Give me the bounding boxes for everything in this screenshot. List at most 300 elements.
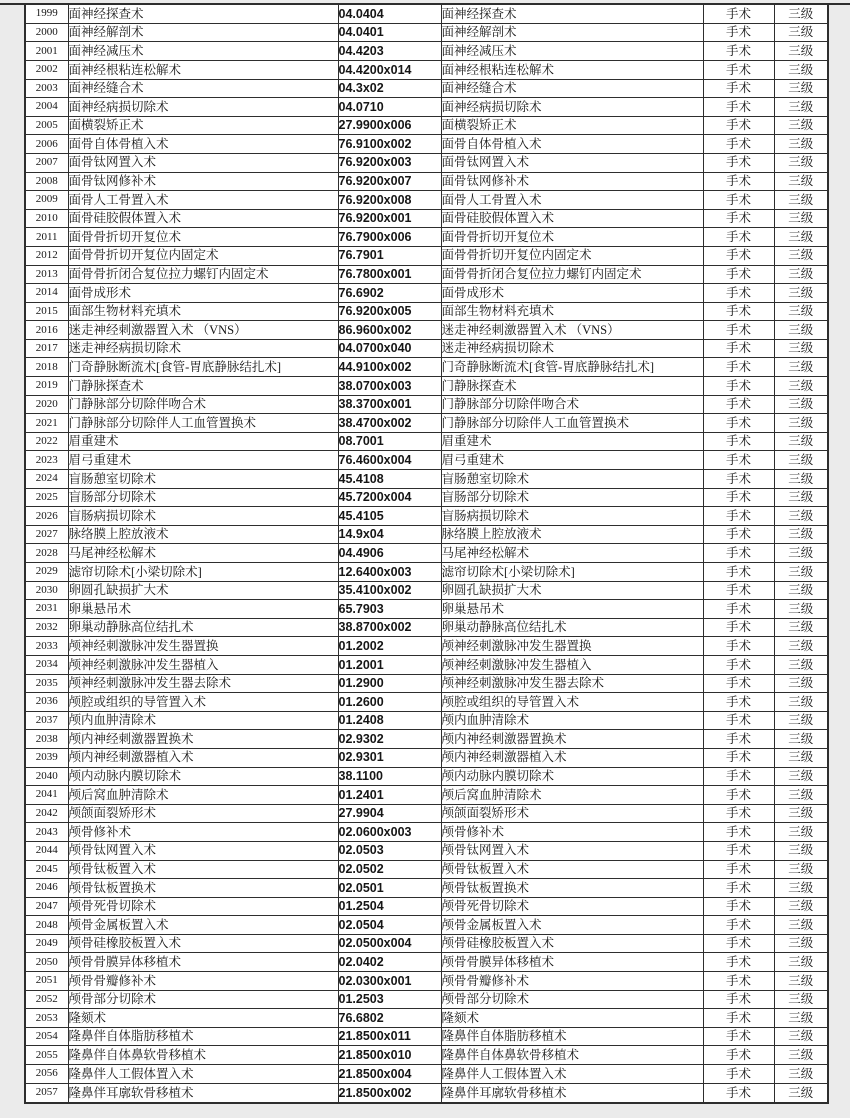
procedure-name-repeat-cell: 隆鼻伴自体脂肪移植术	[441, 1027, 703, 1046]
table-row	[25, 618, 828, 637]
procedure-code-cell: 76.6902	[338, 284, 441, 303]
level-cell: 三级	[774, 972, 828, 991]
table-row	[25, 116, 828, 135]
procedure-name-repeat-cell: 眉重建术	[441, 432, 703, 451]
row-number-cell: 2004	[25, 98, 68, 117]
category-cell: 手术	[703, 209, 774, 228]
level-cell: 三级	[774, 432, 828, 451]
row-number-cell: 2052	[25, 990, 68, 1009]
level-cell: 三级	[774, 116, 828, 135]
table-row	[25, 1083, 828, 1103]
row-number-cell: 2014	[25, 284, 68, 303]
procedure-name-repeat-cell: 颅骨骨瓣修补术	[441, 972, 703, 991]
procedure-name-repeat-cell: 盲肠病损切除术	[441, 507, 703, 526]
table-row	[25, 321, 828, 340]
row-number-cell: 2010	[25, 209, 68, 228]
category-cell: 手术	[703, 748, 774, 767]
procedure-code-cell: 65.7903	[338, 600, 441, 619]
table-row	[25, 79, 828, 98]
level-cell: 三级	[774, 209, 828, 228]
procedure-name-cell: 颅神经刺激脉冲发生器置换	[68, 637, 338, 656]
table-row	[25, 4, 828, 23]
procedure-code-cell: 01.2002	[338, 637, 441, 656]
table-row	[25, 395, 828, 414]
level-cell: 三级	[774, 23, 828, 42]
row-number-cell: 2033	[25, 637, 68, 656]
category-cell: 手术	[703, 191, 774, 210]
table-row	[25, 377, 828, 396]
procedure-code-cell: 76.7901	[338, 246, 441, 265]
category-cell: 手术	[703, 339, 774, 358]
procedure-name-cell: 滤帘切除术[小梁切除术]	[68, 563, 338, 582]
table-row	[25, 488, 828, 507]
procedure-code-cell: 76.9100x002	[338, 135, 441, 154]
table-row	[25, 414, 828, 433]
category-cell: 手术	[703, 563, 774, 582]
table-row	[25, 953, 828, 972]
procedure-name-cell: 颅骨钛板置入术	[68, 860, 338, 879]
procedure-code-cell: 76.9200x003	[338, 153, 441, 172]
table-row	[25, 451, 828, 470]
procedure-name-repeat-cell: 面神经根粘连松解术	[441, 60, 703, 79]
row-number-cell: 2041	[25, 786, 68, 805]
procedure-code-cell: 02.9302	[338, 730, 441, 749]
procedure-name-repeat-cell: 盲肠部分切除术	[441, 488, 703, 507]
procedure-name-repeat-cell: 面神经减压术	[441, 42, 703, 61]
row-number-cell: 2055	[25, 1046, 68, 1065]
procedure-name-cell: 卵巢悬吊术	[68, 600, 338, 619]
table-row	[25, 934, 828, 953]
procedure-name-cell: 颅骨金属板置入术	[68, 916, 338, 935]
category-cell: 手术	[703, 786, 774, 805]
row-number-cell: 2057	[25, 1083, 68, 1103]
table-row	[25, 209, 828, 228]
category-cell: 手术	[703, 544, 774, 563]
table-row	[25, 823, 828, 842]
procedure-name-cell: 颅骨修补术	[68, 823, 338, 842]
level-cell: 三级	[774, 841, 828, 860]
procedure-name-repeat-cell: 颅骨钛板置换术	[441, 879, 703, 898]
row-number-cell: 2003	[25, 79, 68, 98]
table-row	[25, 860, 828, 879]
table-row	[25, 1009, 828, 1028]
table-row	[25, 358, 828, 377]
category-cell: 手术	[703, 284, 774, 303]
level-cell: 三级	[774, 823, 828, 842]
procedure-name-repeat-cell: 盲肠憩室切除术	[441, 470, 703, 489]
procedure-name-cell: 门静脉探查术	[68, 377, 338, 396]
table-row	[25, 655, 828, 674]
table-row	[25, 841, 828, 860]
procedure-code-cell: 01.2408	[338, 711, 441, 730]
procedure-table-body	[25, 4, 828, 1103]
procedure-name-repeat-cell: 眉弓重建术	[441, 451, 703, 470]
procedure-name-cell: 颅骨骨瓣修补术	[68, 972, 338, 991]
row-number-cell: 2029	[25, 563, 68, 582]
table-row	[25, 525, 828, 544]
category-cell: 手术	[703, 42, 774, 61]
level-cell: 三级	[774, 1065, 828, 1084]
row-number-cell: 2047	[25, 897, 68, 916]
procedure-code-cell: 12.6400x003	[338, 563, 441, 582]
category-cell: 手术	[703, 823, 774, 842]
level-cell: 三级	[774, 1027, 828, 1046]
row-number-cell: 2030	[25, 581, 68, 600]
procedure-name-repeat-cell: 面骨钛网修补术	[441, 172, 703, 191]
procedure-name-cell: 颅骨硅橡胶板置入术	[68, 934, 338, 953]
level-cell: 三级	[774, 395, 828, 414]
procedure-name-repeat-cell: 颅骨钛网置入术	[441, 841, 703, 860]
procedure-name-repeat-cell: 隆鼻伴人工假体置入术	[441, 1065, 703, 1084]
table-row	[25, 432, 828, 451]
category-cell: 手术	[703, 302, 774, 321]
row-number-cell: 2019	[25, 377, 68, 396]
procedure-name-repeat-cell: 面神经解剖术	[441, 23, 703, 42]
row-number-cell: 2032	[25, 618, 68, 637]
category-cell: 手术	[703, 153, 774, 172]
procedure-name-repeat-cell: 颅后窝血肿清除术	[441, 786, 703, 805]
procedure-code-cell: 21.8500x011	[338, 1027, 441, 1046]
procedure-code-cell: 04.0710	[338, 98, 441, 117]
category-cell: 手术	[703, 897, 774, 916]
category-cell: 手术	[703, 1083, 774, 1103]
procedure-name-repeat-cell: 面骨骨折切开复位术	[441, 228, 703, 247]
procedure-name-repeat-cell: 颅骨硅橡胶板置入术	[441, 934, 703, 953]
procedure-code-cell: 02.0502	[338, 860, 441, 879]
row-number-cell: 2011	[25, 228, 68, 247]
procedure-name-cell: 颅骨钛板置换术	[68, 879, 338, 898]
procedure-name-cell: 颅骨部分切除术	[68, 990, 338, 1009]
procedure-code-cell: 01.2504	[338, 897, 441, 916]
level-cell: 三级	[774, 804, 828, 823]
table-row	[25, 507, 828, 526]
procedure-name-cell: 面骨钛网置入术	[68, 153, 338, 172]
procedure-name-cell: 盲肠部分切除术	[68, 488, 338, 507]
row-number-cell: 2023	[25, 451, 68, 470]
category-cell: 手术	[703, 674, 774, 693]
procedure-name-cell: 面骨骨折闭合复位拉力螺钉内固定术	[68, 265, 338, 284]
level-cell: 三级	[774, 563, 828, 582]
procedure-code-cell: 35.4100x002	[338, 581, 441, 600]
procedure-code-cell: 04.3x02	[338, 79, 441, 98]
row-number-cell: 2046	[25, 879, 68, 898]
procedure-name-repeat-cell: 马尾神经松解术	[441, 544, 703, 563]
table-row	[25, 339, 828, 358]
row-number-cell: 2001	[25, 42, 68, 61]
row-number-cell: 2037	[25, 711, 68, 730]
procedure-name-repeat-cell: 卵圆孔缺损扩大术	[441, 581, 703, 600]
level-cell: 三级	[774, 135, 828, 154]
row-number-cell: 2024	[25, 470, 68, 489]
table-row	[25, 302, 828, 321]
procedure-name-repeat-cell: 面骨钛网置入术	[441, 153, 703, 172]
procedure-name-cell: 马尾神经松解术	[68, 544, 338, 563]
procedure-name-cell: 颅骨骨膜异体移植术	[68, 953, 338, 972]
procedure-code-cell: 01.2600	[338, 693, 441, 712]
row-number-cell: 2009	[25, 191, 68, 210]
category-cell: 手术	[703, 1009, 774, 1028]
row-number-cell: 2036	[25, 693, 68, 712]
category-cell: 手术	[703, 377, 774, 396]
row-number-cell: 2012	[25, 246, 68, 265]
level-cell: 三级	[774, 246, 828, 265]
procedure-name-cell: 面骨自体骨植入术	[68, 135, 338, 154]
procedure-name-repeat-cell: 颅骨钛板置入术	[441, 860, 703, 879]
procedure-name-cell: 卵圆孔缺损扩大术	[68, 581, 338, 600]
table-row	[25, 730, 828, 749]
category-cell: 手术	[703, 600, 774, 619]
table-row	[25, 748, 828, 767]
table-row	[25, 600, 828, 619]
procedure-name-cell: 颅骨死骨切除术	[68, 897, 338, 916]
row-number-cell: 2021	[25, 414, 68, 433]
table-row	[25, 637, 828, 656]
level-cell: 三级	[774, 228, 828, 247]
procedure-name-cell: 门奇静脉断流术[食管-胃底静脉结扎术]	[68, 358, 338, 377]
table-row	[25, 1065, 828, 1084]
category-cell: 手术	[703, 395, 774, 414]
procedure-code-cell: 76.4600x004	[338, 451, 441, 470]
procedure-code-cell: 04.4203	[338, 42, 441, 61]
procedure-name-cell: 颅内神经刺激器植入术	[68, 748, 338, 767]
row-number-cell: 2005	[25, 116, 68, 135]
procedure-code-cell: 21.8500x010	[338, 1046, 441, 1065]
table-row	[25, 60, 828, 79]
level-cell: 三级	[774, 860, 828, 879]
category-cell: 手术	[703, 637, 774, 656]
procedure-code-cell: 76.6802	[338, 1009, 441, 1028]
procedure-code-cell: 45.4105	[338, 507, 441, 526]
procedure-code-cell: 02.0300x001	[338, 972, 441, 991]
procedure-name-cell: 面神经病损切除术	[68, 98, 338, 117]
procedure-code-cell: 76.7800x001	[338, 265, 441, 284]
procedure-name-cell: 面神经解剖术	[68, 23, 338, 42]
procedure-name-cell: 面神经缝合术	[68, 79, 338, 98]
table-row	[25, 990, 828, 1009]
procedure-code-cell: 76.9200x008	[338, 191, 441, 210]
row-number-cell: 2020	[25, 395, 68, 414]
procedure-name-repeat-cell: 颅内动脉内膜切除术	[441, 767, 703, 786]
procedure-table	[24, 3, 829, 1104]
row-number-cell: 2002	[25, 60, 68, 79]
procedure-code-cell: 01.2001	[338, 655, 441, 674]
procedure-code-cell: 38.0700x003	[338, 377, 441, 396]
procedure-name-repeat-cell: 面部生物材料充填术	[441, 302, 703, 321]
procedure-name-cell: 面神经减压术	[68, 42, 338, 61]
level-cell: 三级	[774, 748, 828, 767]
procedure-code-cell: 02.0501	[338, 879, 441, 898]
level-cell: 三级	[774, 934, 828, 953]
row-number-cell: 2031	[25, 600, 68, 619]
category-cell: 手术	[703, 953, 774, 972]
row-number-cell: 1999	[25, 4, 68, 23]
procedure-code-cell: 02.0504	[338, 916, 441, 935]
procedure-code-cell: 76.9200x007	[338, 172, 441, 191]
procedure-name-repeat-cell: 门静脉部分切除伴吻合术	[441, 395, 703, 414]
category-cell: 手术	[703, 23, 774, 42]
procedure-code-cell: 01.2900	[338, 674, 441, 693]
category-cell: 手术	[703, 1046, 774, 1065]
table-row	[25, 135, 828, 154]
level-cell: 三级	[774, 693, 828, 712]
procedure-code-cell: 04.4200x014	[338, 60, 441, 79]
category-cell: 手术	[703, 432, 774, 451]
procedure-code-cell: 45.7200x004	[338, 488, 441, 507]
category-cell: 手术	[703, 451, 774, 470]
table-row	[25, 544, 828, 563]
procedure-name-repeat-cell: 颅骨死骨切除术	[441, 897, 703, 916]
table-row	[25, 265, 828, 284]
procedure-name-repeat-cell: 颅骨修补术	[441, 823, 703, 842]
level-cell: 三级	[774, 42, 828, 61]
procedure-code-cell: 02.0500x004	[338, 934, 441, 953]
category-cell: 手术	[703, 135, 774, 154]
level-cell: 三级	[774, 191, 828, 210]
procedure-code-cell: 76.9200x005	[338, 302, 441, 321]
procedure-name-cell: 面骨钛网修补术	[68, 172, 338, 191]
procedure-name-repeat-cell: 滤帘切除术[小梁切除术]	[441, 563, 703, 582]
procedure-name-repeat-cell: 面骨自体骨植入术	[441, 135, 703, 154]
row-number-cell: 2056	[25, 1065, 68, 1084]
row-number-cell: 2044	[25, 841, 68, 860]
level-cell: 三级	[774, 414, 828, 433]
row-number-cell: 2018	[25, 358, 68, 377]
table-row	[25, 23, 828, 42]
level-cell: 三级	[774, 637, 828, 656]
procedure-name-cell: 面神经根粘连松解术	[68, 60, 338, 79]
procedure-name-repeat-cell: 迷走神经刺激器置入术 （VNS）	[441, 321, 703, 340]
procedure-name-repeat-cell: 门静脉部分切除伴人工血管置换术	[441, 414, 703, 433]
level-cell: 三级	[774, 655, 828, 674]
category-cell: 手术	[703, 246, 774, 265]
procedure-name-cell: 颅内动脉内膜切除术	[68, 767, 338, 786]
table-row	[25, 246, 828, 265]
procedure-code-cell: 76.7900x006	[338, 228, 441, 247]
procedure-code-cell: 45.4108	[338, 470, 441, 489]
procedure-name-cell: 脉络膜上腔放液术	[68, 525, 338, 544]
procedure-name-repeat-cell: 面骨硅胶假体置入术	[441, 209, 703, 228]
category-cell: 手术	[703, 414, 774, 433]
row-number-cell: 2027	[25, 525, 68, 544]
category-cell: 手术	[703, 172, 774, 191]
table-row	[25, 693, 828, 712]
table-row	[25, 972, 828, 991]
category-cell: 手术	[703, 1027, 774, 1046]
row-number-cell: 2045	[25, 860, 68, 879]
category-cell: 手术	[703, 879, 774, 898]
level-cell: 三级	[774, 674, 828, 693]
level-cell: 三级	[774, 60, 828, 79]
procedure-code-cell: 02.0503	[338, 841, 441, 860]
category-cell: 手术	[703, 990, 774, 1009]
level-cell: 三级	[774, 618, 828, 637]
procedure-name-cell: 颅神经刺激脉冲发生器植入	[68, 655, 338, 674]
procedure-name-cell: 颅神经刺激脉冲发生器去除术	[68, 674, 338, 693]
procedure-code-cell: 86.9600x002	[338, 321, 441, 340]
procedure-name-repeat-cell: 颅内血肿清除术	[441, 711, 703, 730]
procedure-name-cell: 面骨人工骨置入术	[68, 191, 338, 210]
row-number-cell: 2053	[25, 1009, 68, 1028]
table-row	[25, 284, 828, 303]
level-cell: 三级	[774, 79, 828, 98]
table-row	[25, 804, 828, 823]
table-row	[25, 470, 828, 489]
category-cell: 手术	[703, 116, 774, 135]
table-row	[25, 897, 828, 916]
procedure-name-repeat-cell: 隆鼻伴自体鼻软骨移植术	[441, 1046, 703, 1065]
row-number-cell: 2013	[25, 265, 68, 284]
category-cell: 手术	[703, 265, 774, 284]
procedure-name-cell: 门静脉部分切除伴吻合术	[68, 395, 338, 414]
procedure-name-repeat-cell: 门奇静脉断流术[食管-胃底静脉结扎术]	[441, 358, 703, 377]
table-row	[25, 153, 828, 172]
procedure-name-cell: 隆鼻伴自体脂肪移植术	[68, 1027, 338, 1046]
row-number-cell: 2034	[25, 655, 68, 674]
procedure-name-cell: 颅腔或组织的导管置入术	[68, 693, 338, 712]
category-cell: 手术	[703, 804, 774, 823]
procedure-code-cell: 01.2401	[338, 786, 441, 805]
level-cell: 三级	[774, 786, 828, 805]
procedure-name-repeat-cell: 脉络膜上腔放液术	[441, 525, 703, 544]
procedure-name-cell: 门静脉部分切除伴人工血管置换术	[68, 414, 338, 433]
level-cell: 三级	[774, 4, 828, 23]
procedure-name-repeat-cell: 颅腔或组织的导管置入术	[441, 693, 703, 712]
level-cell: 三级	[774, 990, 828, 1009]
category-cell: 手术	[703, 60, 774, 79]
category-cell: 手术	[703, 98, 774, 117]
category-cell: 手术	[703, 655, 774, 674]
procedure-name-cell: 颅内血肿清除术	[68, 711, 338, 730]
row-number-cell: 2006	[25, 135, 68, 154]
procedure-name-cell: 面骨成形术	[68, 284, 338, 303]
row-number-cell: 2039	[25, 748, 68, 767]
level-cell: 三级	[774, 358, 828, 377]
procedure-code-cell: 02.0402	[338, 953, 441, 972]
procedure-name-cell: 面骨骨折切开复位术	[68, 228, 338, 247]
category-cell: 手术	[703, 711, 774, 730]
row-number-cell: 2025	[25, 488, 68, 507]
table-row	[25, 711, 828, 730]
procedure-name-cell: 眉重建术	[68, 432, 338, 451]
procedure-name-cell: 隆鼻伴自体鼻软骨移植术	[68, 1046, 338, 1065]
level-cell: 三级	[774, 600, 828, 619]
category-cell: 手术	[703, 841, 774, 860]
procedure-code-cell: 14.9x04	[338, 525, 441, 544]
procedure-code-cell: 27.9900x006	[338, 116, 441, 135]
row-number-cell: 2008	[25, 172, 68, 191]
table-row	[25, 563, 828, 582]
procedure-name-repeat-cell: 面骨骨折闭合复位拉力螺钉内固定术	[441, 265, 703, 284]
procedure-name-cell: 颅颌面裂矫形术	[68, 804, 338, 823]
procedure-code-cell: 04.0404	[338, 4, 441, 23]
procedure-name-repeat-cell: 颅骨金属板置入术	[441, 916, 703, 935]
category-cell: 手术	[703, 525, 774, 544]
procedure-name-repeat-cell: 隆颏术	[441, 1009, 703, 1028]
procedure-name-repeat-cell: 卵巢悬吊术	[441, 600, 703, 619]
level-cell: 三级	[774, 897, 828, 916]
procedure-name-cell: 颅骨钛网置入术	[68, 841, 338, 860]
category-cell: 手术	[703, 581, 774, 600]
row-number-cell: 2022	[25, 432, 68, 451]
procedure-name-repeat-cell: 颅骨部分切除术	[441, 990, 703, 1009]
table-row	[25, 1046, 828, 1065]
procedure-name-repeat-cell: 隆鼻伴耳廓软骨移植术	[441, 1083, 703, 1103]
category-cell: 手术	[703, 618, 774, 637]
procedure-name-cell: 隆鼻伴人工假体置入术	[68, 1065, 338, 1084]
procedure-code-cell: 38.4700x002	[338, 414, 441, 433]
row-number-cell: 2043	[25, 823, 68, 842]
category-cell: 手术	[703, 916, 774, 935]
